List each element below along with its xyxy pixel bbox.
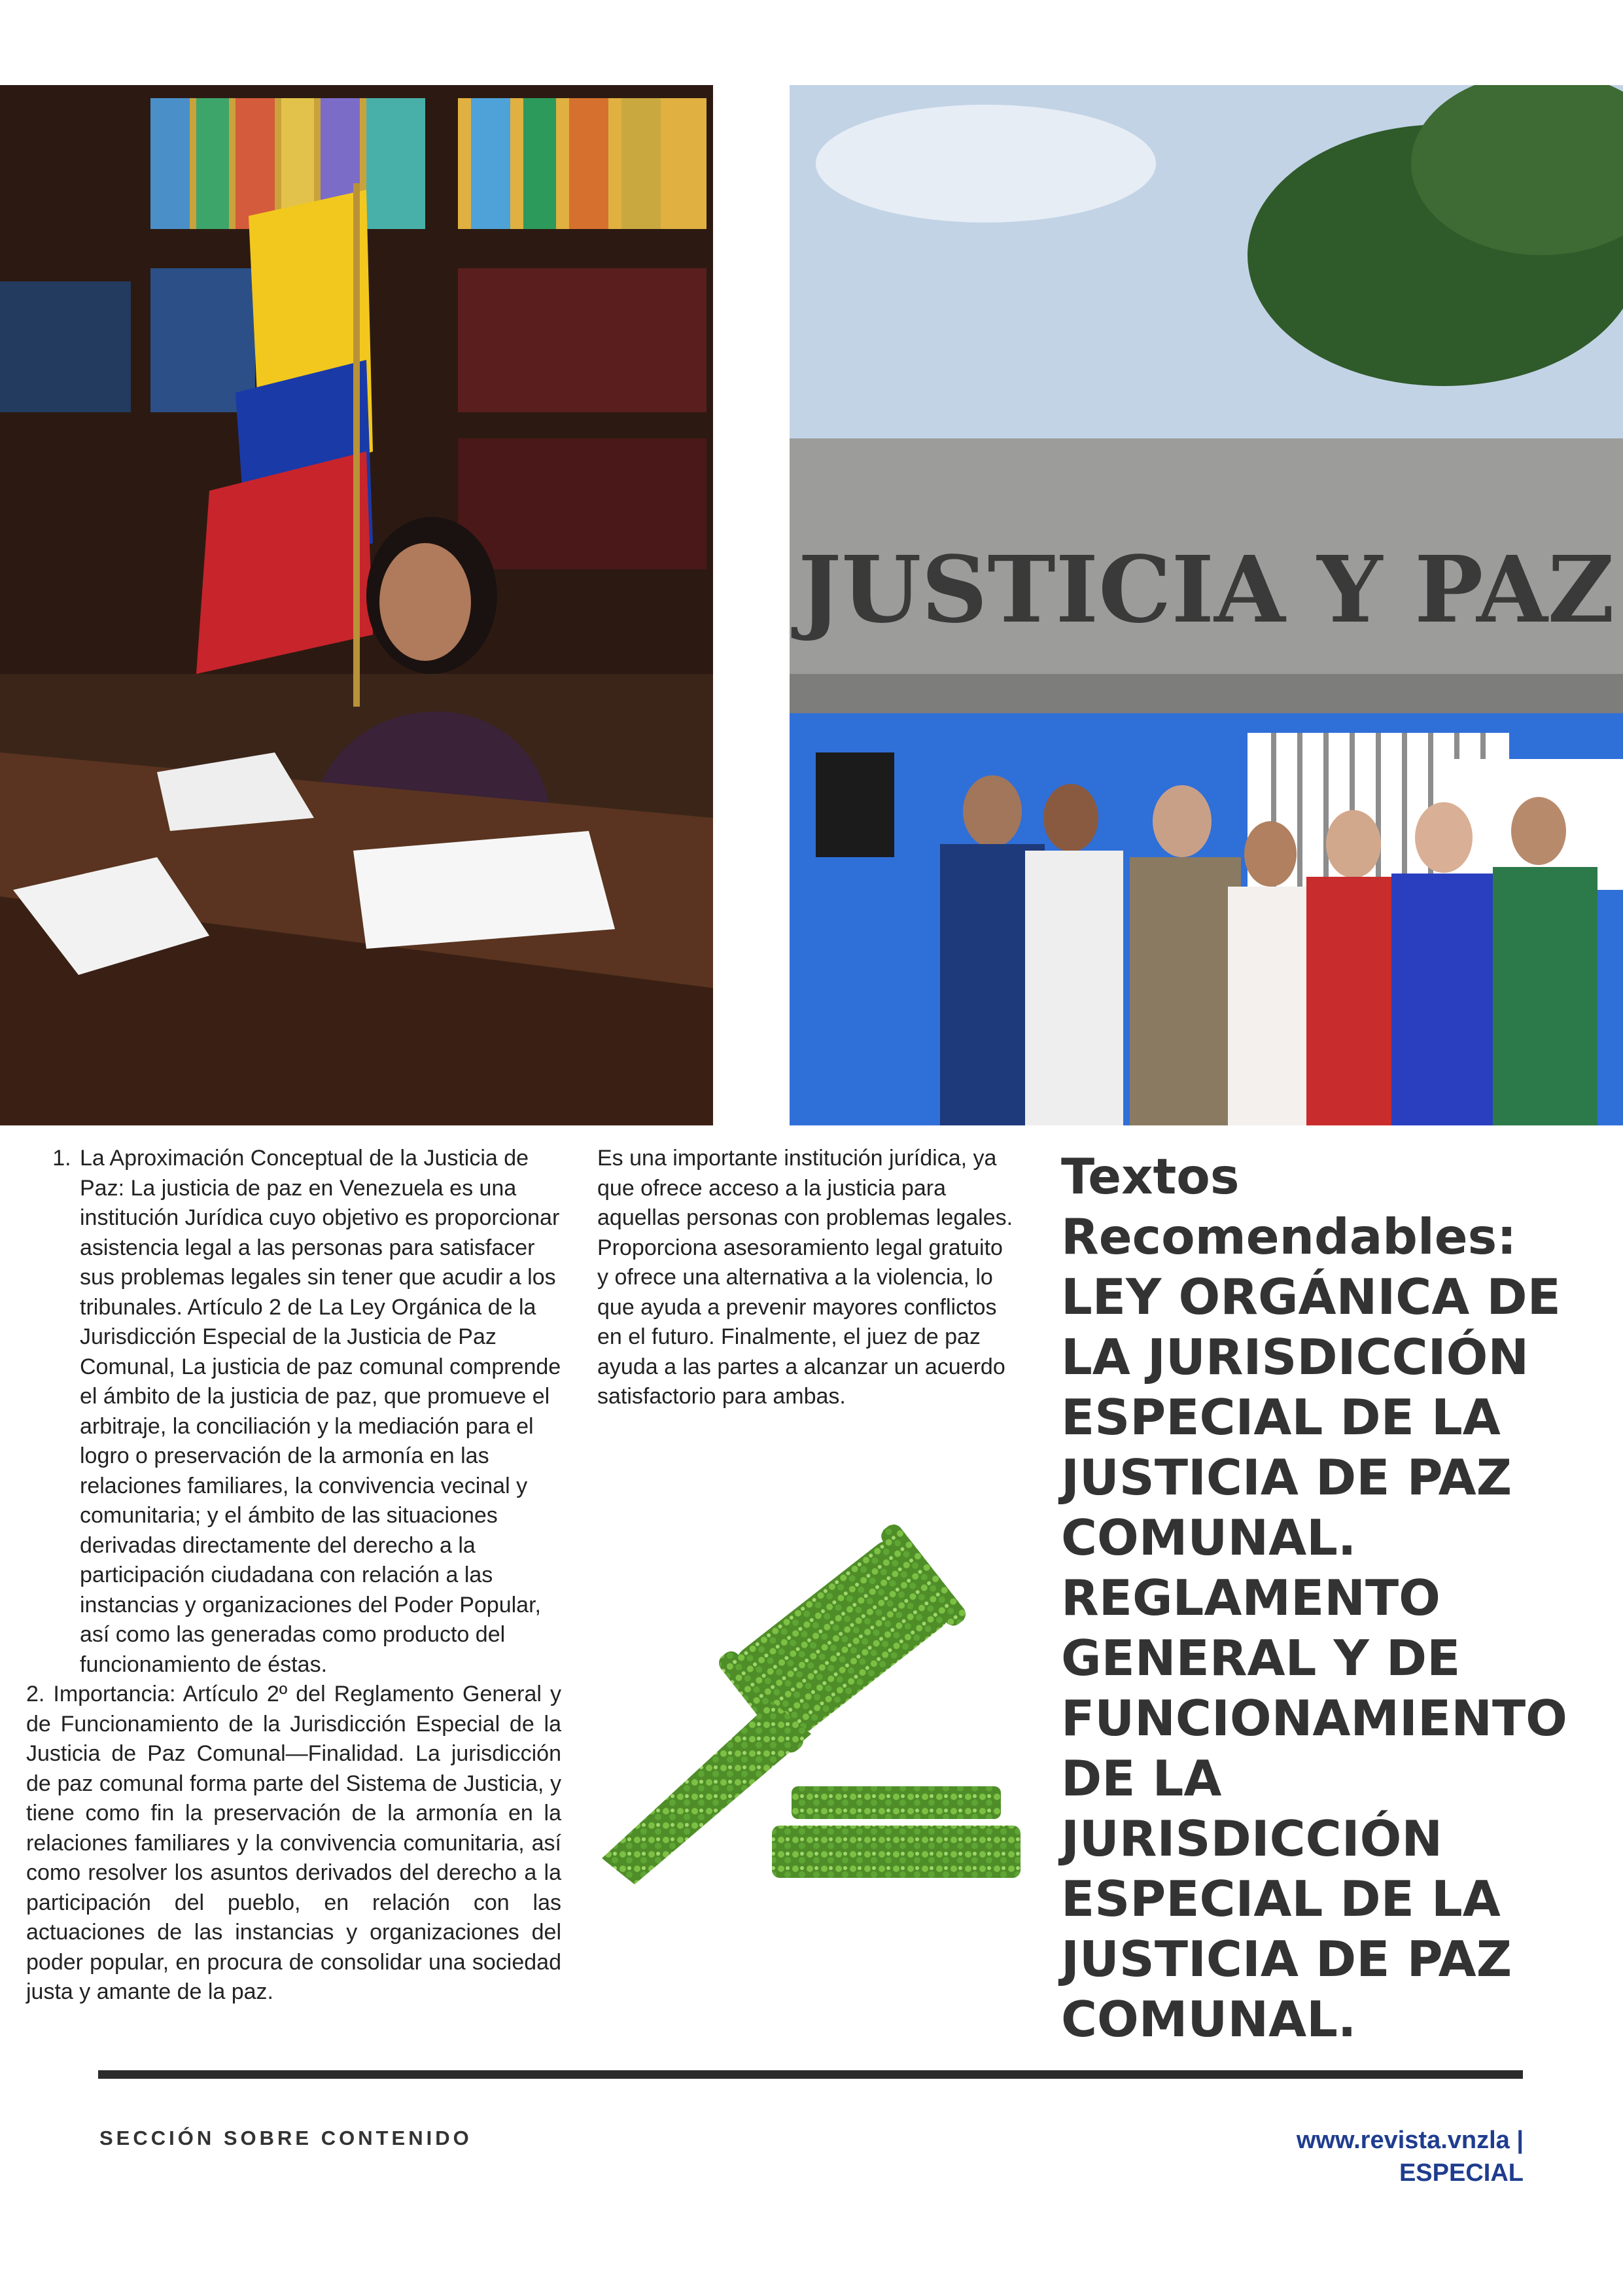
- left-article-column: [26, 1144, 561, 2007]
- importance-paragraph: Es una importante institución jurídica, ya que ofrece acceso a la justicia para aquellas personas con problemas legales. Proporciona asesoramiento legal gratuito y ofrece una alternativa a la violencia, lo que ayuda a prevenir mayores conflictos en el futuro. Finalmente, el juez de paz ayuda a las partes a alcanzar un acuerdo satisfactorio para ambas.: [597, 1146, 1013, 1409]
- recommended-heading: Textos Recomendables:: [1061, 1148, 1517, 1265]
- article-item-2: 2. Importancia: Artículo 2º del Reglamento General y de Funcionamiento de la Jurisdicción Especial de la Justicia de Paz Comunal—Finalidad. La jurisdicción de paz comunal forma parte del Sistema de Justicia, y tiene como fin la preservación de la armonía en la relaciones familiares y la convivencia comunitaria, así como resolver los asuntos derivados del derecho a la participación del pueblo, en relación con las actuaciones de las instancias y organizaciones del poder popular, en procura de consolidar una sociedad justa y amante de la paz.: [26, 1682, 561, 2004]
- footer-divider: [98, 2070, 1523, 2079]
- recommended-texts: [1061, 1146, 1597, 2049]
- sign-text: JUSTICIA Y PAZ: [798, 537, 1614, 644]
- footer-site-url: www.revista.vnzla |: [1296, 2127, 1524, 2154]
- office-photo: [0, 85, 713, 1125]
- footer-site-edition: ESPECIAL: [1399, 2159, 1524, 2187]
- building-illustration: [790, 85, 1623, 1125]
- recommended-body: LEY ORGÁNICA DE LA JURISDICCIÓN ESPECIAL DE LA JUSTICIA DE PAZ COMUNAL. REGLAMENTO GENERAL Y DE FUNCIONAMIENTO DE LA JURISDICCIÓN ESPECIAL DE LA JUSTICIA DE PAZ COMUNAL.: [1061, 1268, 1567, 2048]
- footer-site: [1297, 2124, 1524, 2189]
- article-item-1: 1. La Aproximación Conceptual de la Justicia de Paz: La justicia de paz en Venezuela es una institución Jurídica cuyo objetivo es proporcionar asistencia legal a las personas para satisfacer sus problemas legales sin tener que acudir a los tribunales. Artículo 2 de La Ley Orgánica de la Jurisdicción Especial de la Justicia de Paz Comunal, La justicia de paz comunal comprende el ámbito de la justicia de paz, que promueve el arbitraje, la conciliación y la mediación para el logro o preservación de la armonía en las relaciones familiares, la convivencia vecinal y comunitaria; y el ámbito de las situaciones derivadas directamente del derecho a la participación ciudadana con relación a las instancias y organizaciones del Poder Popular, así como las generadas como producto del funcionamiento de éstas.: [77, 1144, 561, 1680]
- green-gavel-icon: [576, 1505, 1047, 1898]
- middle-article-column: [597, 1144, 1016, 1412]
- office-illustration: [0, 85, 713, 1125]
- justicia-y-paz-photo: [790, 85, 1623, 1125]
- footer-section-label: SECCIÓN SOBRE CONTENIDO: [99, 2127, 472, 2149]
